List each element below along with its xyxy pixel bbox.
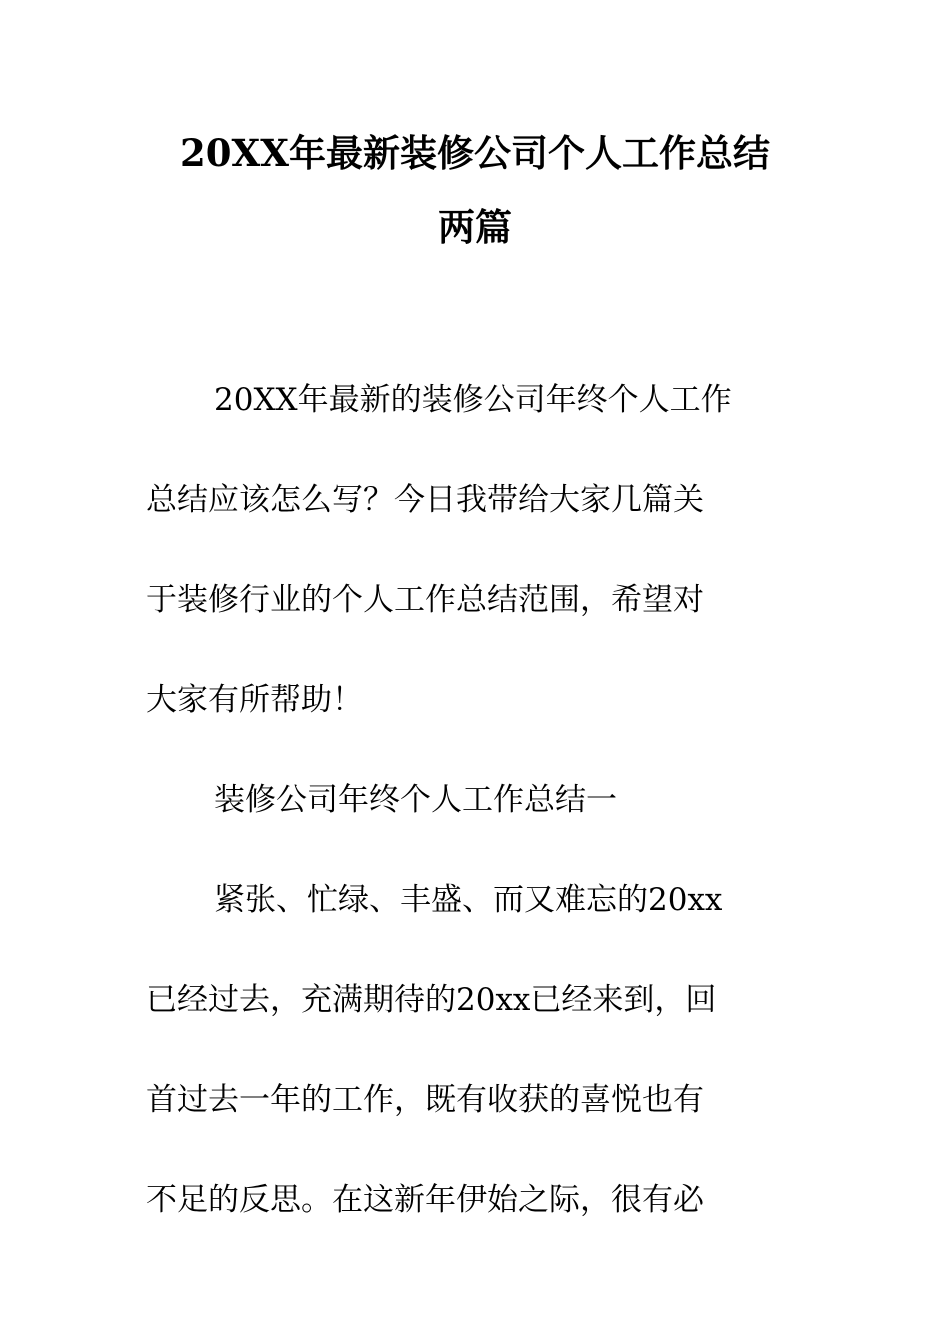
section-heading-1: 装修公司年终个人工作总结一	[214, 782, 617, 818]
document-title-line-2: 两篇	[438, 205, 512, 249]
paragraph-1-line-1: 20XX年最新的装修公司年终个人工作	[214, 382, 732, 418]
document-title-line-1: 20XX年最新装修公司个人工作总结	[180, 131, 770, 175]
paragraph-2-line-4: 不足的反思。在这新年伊始之际，很有必	[146, 1182, 704, 1218]
paragraph-2-line-2: 已经过去，充满期待的20xx已经来到，回	[146, 982, 717, 1018]
paragraph-2-line-3: 首过去一年的工作，既有收获的喜悦也有	[146, 1082, 704, 1118]
paragraph-1-line-4: 大家有所帮助！	[146, 682, 363, 718]
paragraph-2-line-1: 紧张、忙绿、丰盛、而又难忘的20xx	[214, 882, 723, 918]
paragraph-1-line-2: 总结应该怎么写？今日我带给大家几篇关	[146, 482, 704, 518]
paragraph-1-line-3: 于装修行业的个人工作总结范围，希望对	[146, 582, 704, 618]
